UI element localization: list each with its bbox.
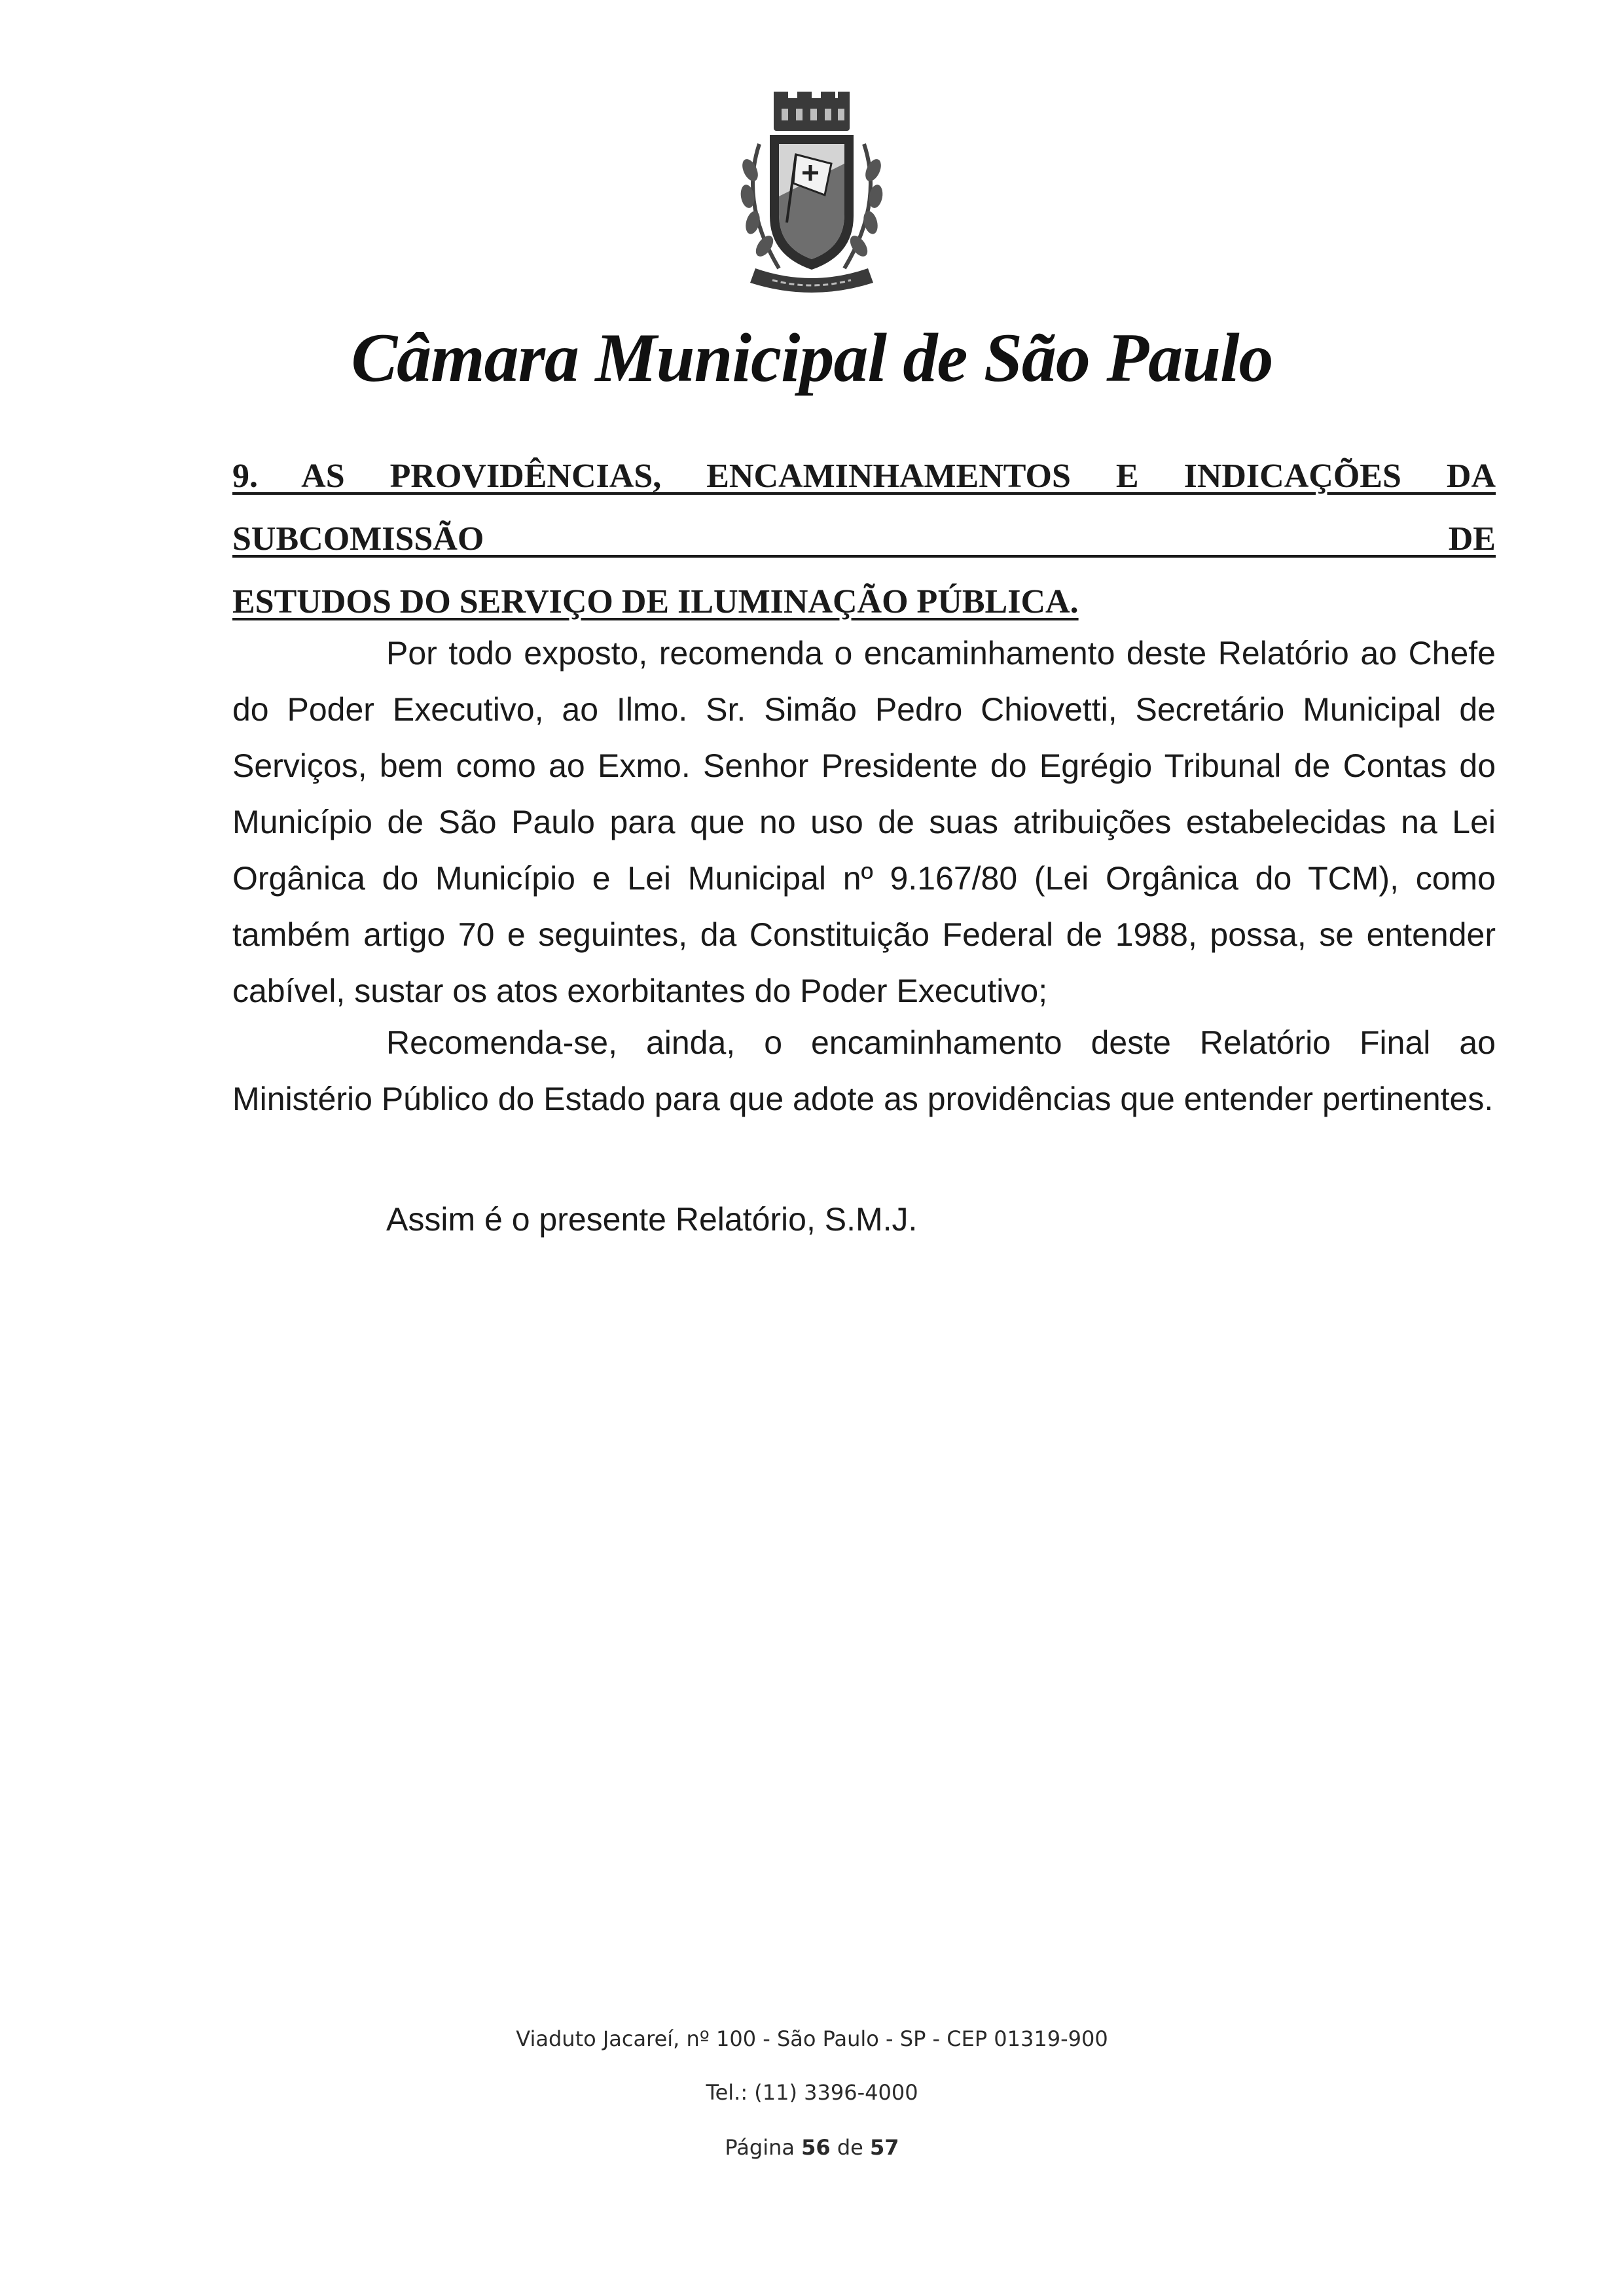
closing-paragraph: Assim é o presente Relatório, S.M.J. bbox=[386, 1201, 918, 1238]
footer-address: Viaduto Jacareí, nº 100 - São Paulo - SP - CEP 01319-900 bbox=[516, 2026, 1108, 2051]
page-prefix: Página bbox=[725, 2135, 795, 2160]
page-current: 56 bbox=[801, 2135, 831, 2160]
page-number bbox=[0, 2135, 1624, 2160]
section-heading-line-2: ESTUDOS DO SERVIÇO DE ILUMINAÇÃO PÚBLICA. bbox=[232, 583, 1079, 620]
coat-of-arms-emblem bbox=[733, 92, 890, 301]
section-heading bbox=[232, 445, 1496, 634]
body-paragraph: Recomenda-se, ainda, o encaminhamento deste Relatório Final ao Ministério Público do Estado para que adote as providências que entender pertinentes. bbox=[232, 1024, 1496, 1117]
page-separator: de bbox=[837, 2135, 863, 2160]
body-paragraph: Por todo exposto, recomenda o encaminhamento deste Relatório ao Chefe do Poder Executivo, ao Ilmo. Sr. Simão Pedro Chiovetti, Secretário Municipal de Serviços, bem como ao Exmo. Senhor Presidente do Egrégio Tribunal de Contas do Município de São Paulo para que no uso de suas atribuições estabelecidas na Lei Orgânica do Município e Lei Municipal nº 9.167/80 (Lei Orgânica do TCM), como também artigo 70 e seguintes, da Constituição Federal de 1988, possa, se entender cabível, sustar os atos exorbitantes do Poder Executivo; bbox=[232, 635, 1496, 1009]
page-total: 57 bbox=[870, 2135, 899, 2160]
section-heading-line-1: 9. AS PROVIDÊNCIAS, ENCAMINHAMENTOS E INDICAÇÕES DA SUBCOMISSÃO DE bbox=[232, 457, 1496, 558]
footer-phone: Tel.: (11) 3396-4000 bbox=[706, 2080, 918, 2105]
institution-name: Câmara Municipal de São Paulo bbox=[351, 319, 1273, 396]
